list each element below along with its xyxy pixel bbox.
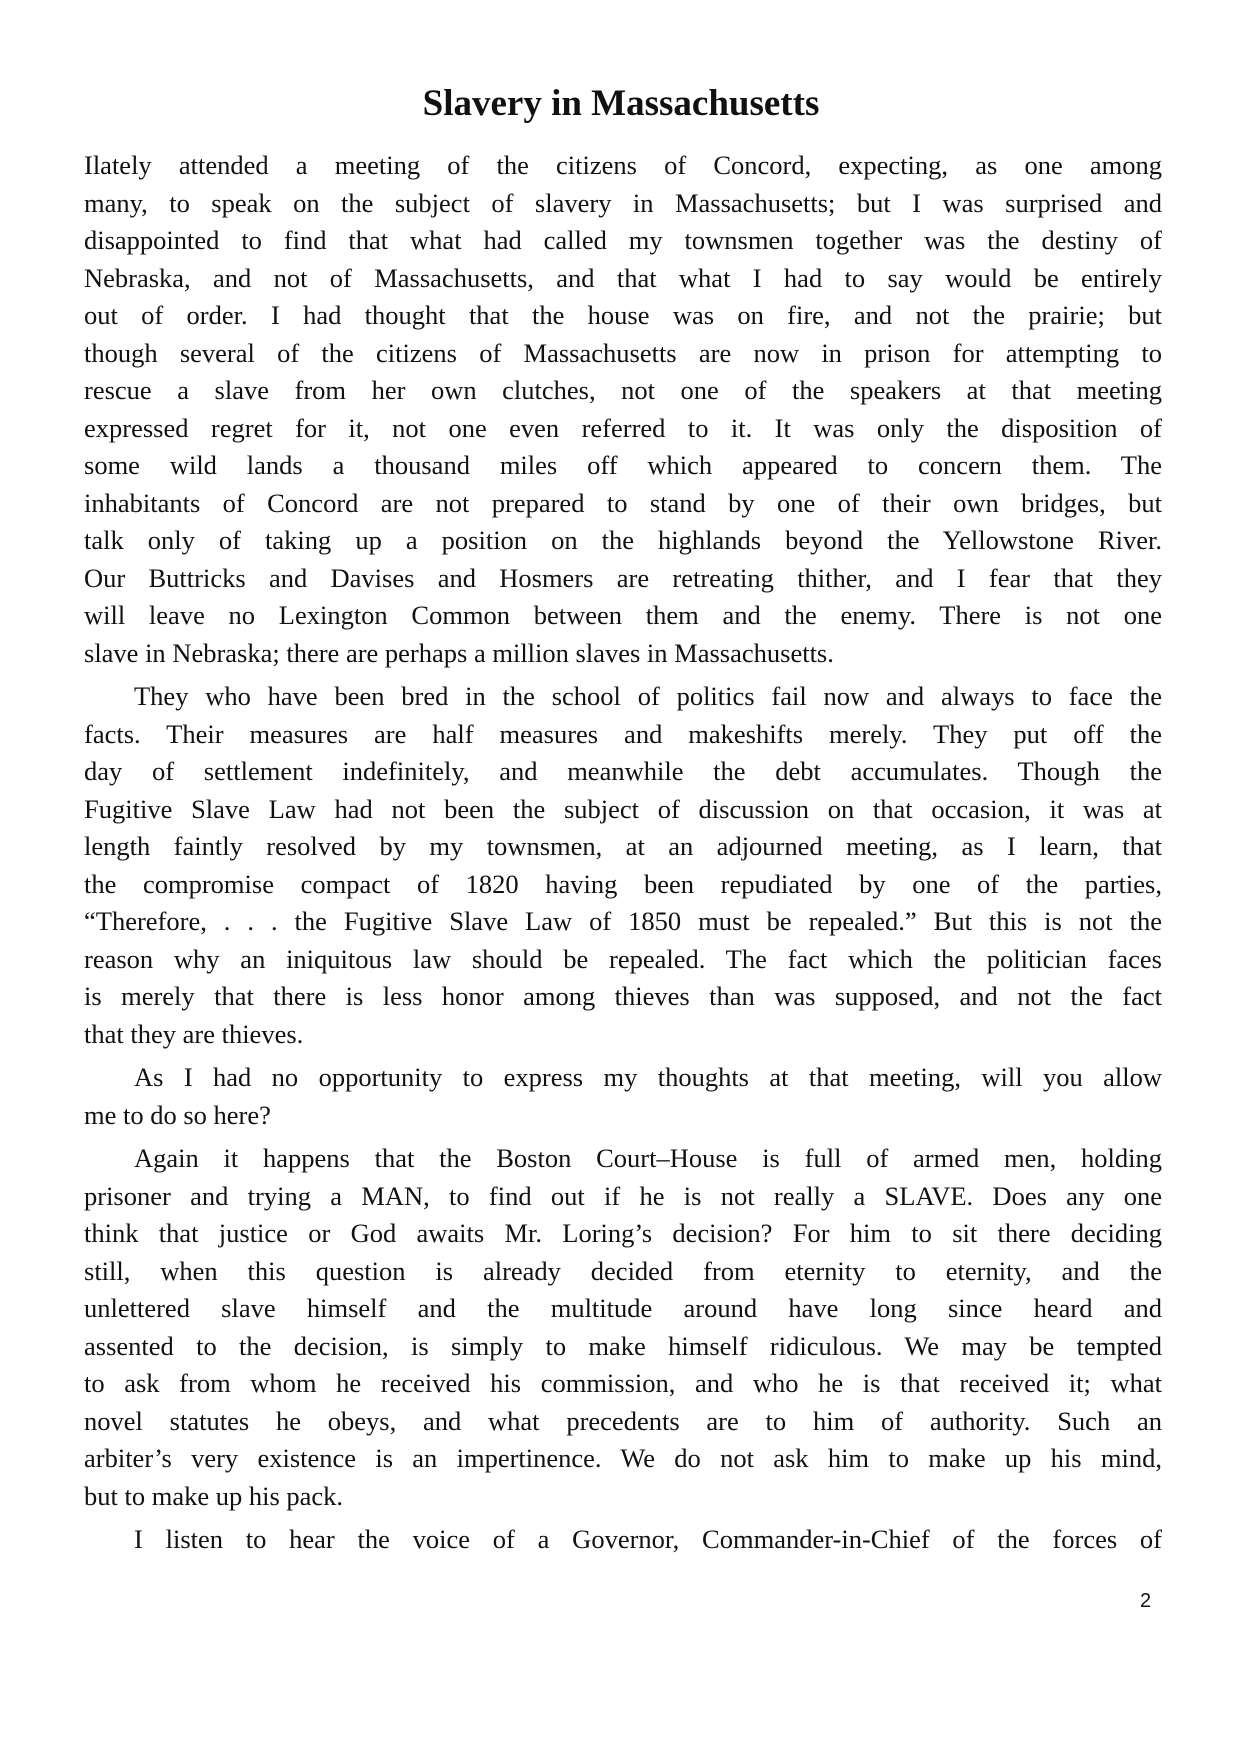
text-line: prisoner and trying a MAN, to find out if he is not really a SLAVE. Does any one <box>84 1180 1162 1211</box>
text-line: unlettered slave himself and the multitude around have long since heard and <box>84 1293 1162 1323</box>
text-line: slave in Nebraska; there are perhaps a million slaves in Massachusetts. <box>84 637 834 668</box>
text-line: arbiter’s very existence is an impertinence. We do not ask him to make up his mind, <box>84 1443 1162 1473</box>
text-line: think that justice or God awaits Mr. Loring’s decision? For him to sit there deciding <box>84 1218 1162 1248</box>
text-line: the compromise compact of 1820 having been repudiated by one of the parties, <box>84 868 1162 899</box>
text-line: They who have been bred in the school of politics fail now and always to face the <box>134 681 1162 711</box>
text-line: novel statutes he obeys, and what precedents are to him of authority. Such an <box>84 1405 1162 1436</box>
text-line: As I had no opportunity to express my thoughts at that meeting, will you allow <box>134 1062 1162 1092</box>
text-line: length faintly resolved by my townsmen, at an adjourned meeting, as I learn, that <box>84 831 1162 861</box>
text-line: Ilately attended a meeting of the citizens of Concord, expecting, as one among <box>84 150 1162 180</box>
text-line: Again it happens that the Boston Court–House is full of armed men, holding <box>134 1143 1162 1173</box>
text-line: day of settlement indefinitely, and meanwhile the debt accumulates. Though the <box>84 756 1162 786</box>
text-line: Nebraska, and not of Massachusetts, and that what I had to say would be entirely <box>84 262 1162 293</box>
text-line: Our Buttricks and Davises and Hosmers are retreating thither, and I fear that they <box>84 562 1162 593</box>
text-line: expressed regret for it, not one even referred to it. It was only the disposition of <box>84 412 1162 443</box>
text-line: will leave no Lexington Common between them and the enemy. There is not one <box>84 600 1162 630</box>
text-line: but to make up his pack. <box>84 1480 344 1511</box>
text-line: “Therefore, . . . the Fugitive Slave Law of 1850 must be repealed.” But this is not the <box>84 906 1162 936</box>
text-line: inhabitants of Concord are not prepared to stand by one of their own bridges, but <box>84 487 1162 518</box>
text-line: talk only of taking up a position on the highlands beyond the Yellowstone River. <box>84 525 1162 555</box>
text-line: rescue a slave from her own clutches, not one of the speakers at that meeting <box>84 375 1162 405</box>
paragraph-3 <box>84 1059 1162 1134</box>
text-line: reason why an iniquitous law should be repealed. The fact which the politician faces <box>84 943 1162 974</box>
document-body <box>84 147 1162 1565</box>
paragraph-5 <box>84 1521 1162 1559</box>
text-line: is merely that there is less honor among thieves than was supposed, and not the fact <box>84 981 1162 1011</box>
page-number: 2 <box>1140 1590 1152 1612</box>
page-title: Slavery in Massachusetts <box>422 83 820 124</box>
paragraph-2 <box>84 678 1162 1053</box>
text-line: still, when this question is already decided from eternity to eternity, and the <box>84 1255 1162 1286</box>
text-line: out of order. I had thought that the house was on fire, and not the prairie; but <box>84 300 1162 330</box>
text-line: though several of the citizens of Massachusetts are now in prison for attempting to <box>84 337 1162 368</box>
text-line: many, to speak on the subject of slavery in Massachusetts; but I was surprised and <box>84 187 1162 218</box>
text-line: me to do so here? <box>84 1099 271 1130</box>
text-line: that they are thieves. <box>84 1018 304 1049</box>
text-line: Fugitive Slave Law had not been the subject of discussion on that occasion, it was at <box>84 793 1162 824</box>
text-line: disappointed to find that what had called my townsmen together was the destiny of <box>84 225 1162 255</box>
paragraph-1 <box>84 147 1162 672</box>
text-line: some wild lands a thousand miles off which appeared to concern them. The <box>84 450 1162 480</box>
text-line: facts. Their measures are half measures and makeshifts merely. They put off the <box>84 718 1162 749</box>
text-line: I listen to hear the voice of a Governor, Commander-in-Chief of the forces of <box>134 1524 1162 1554</box>
text-line: to ask from whom he received his commission, and who he is that received it; what <box>84 1368 1162 1398</box>
text-line: assented to the decision, is simply to make himself ridiculous. We may be tempted <box>84 1330 1162 1361</box>
paragraph-4 <box>84 1140 1162 1515</box>
